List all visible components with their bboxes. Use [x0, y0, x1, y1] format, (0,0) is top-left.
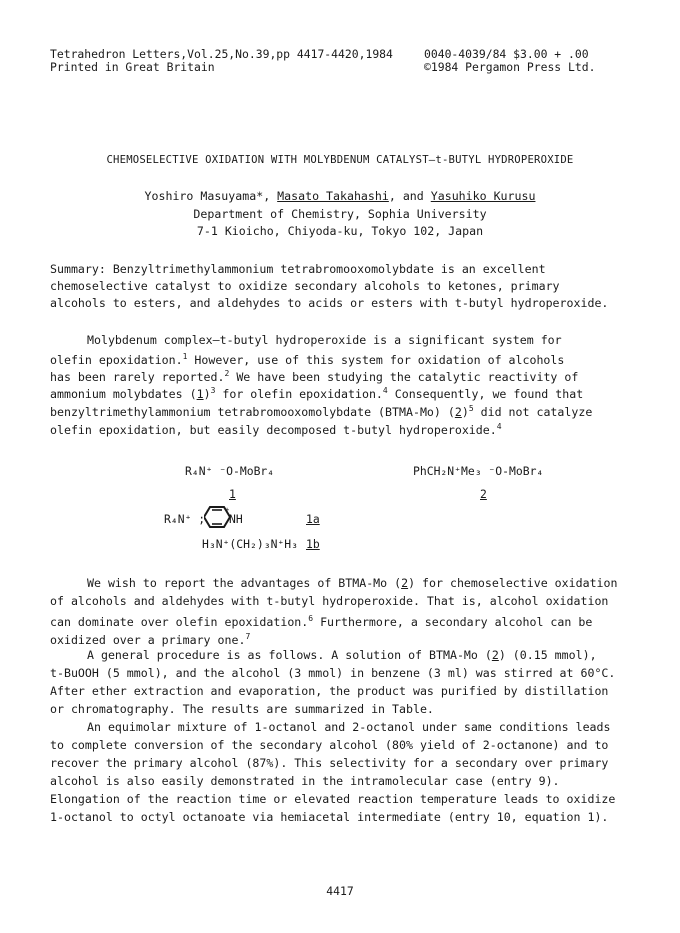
pyridinium-ring-icon: [204, 504, 232, 530]
text-run: Consequently, we found that: [387, 387, 584, 401]
structure-2-formula: PhCH₂N⁺Me₃ ⁻O-MoBr₄: [413, 464, 544, 478]
text-run: ): [461, 405, 469, 419]
body-line: of alcohols and aldehydes with t-butyl hydroperoxide. That is, alcohol oxidation: [50, 594, 609, 608]
text-run: olefin epoxidation, but easily decomposed t-butyl hydroperoxide.: [50, 423, 497, 437]
author-separator: ,: [263, 189, 278, 203]
body-line: [87, 576, 618, 590]
affiliation-dept: Department of Chemistry, Sophia University: [193, 207, 487, 221]
text-run: However, use of this system for oxidation of alcohols: [187, 353, 565, 367]
body-line: [50, 612, 592, 629]
reference-mark: 7: [245, 632, 251, 641]
text-run: ): [203, 387, 211, 401]
text-run: benzyltrimethylammonium tetrabromooxomolybdate (BTMA-Mo) (: [50, 405, 455, 419]
structure-1b-label: [306, 537, 320, 551]
text-run: We have been studying the catalytic reactivity of: [229, 370, 579, 384]
text-run: has been rarely reported.: [50, 370, 225, 384]
text-run: can dominate over olefin epoxidation.: [50, 615, 309, 629]
compound-number: 1: [229, 487, 236, 501]
text-run: A general procedure is as follows. A solution of BTMA-Mo (: [87, 648, 492, 662]
text-run: ammonium molybdates (: [50, 387, 197, 401]
author-2: Masato Takahashi: [277, 189, 389, 203]
compound-number: 2: [454, 405, 462, 419]
structure-2-label: [480, 487, 487, 501]
structure-1a-prefix: R₄N⁺ ;: [164, 512, 206, 526]
compound-number: 2: [401, 576, 409, 590]
body-line: [50, 384, 583, 401]
author-3: Yasuhiko Kurusu: [430, 189, 536, 203]
reference-mark: 4: [496, 422, 502, 431]
body-line: [50, 420, 502, 437]
reference-mark: 1: [182, 352, 188, 361]
body-line: Elongation of the reaction time or elevated reaction temperature leads to oxidize: [50, 792, 616, 806]
text-run: did not catalyze: [473, 405, 593, 419]
summary-line: chemoselective catalyst to oxidize secondary alcohols to ketones, primary: [50, 279, 560, 293]
author-separator: , and: [388, 189, 431, 203]
text-run: ) (0.15 mmol),: [498, 648, 597, 662]
body-line: [50, 402, 592, 419]
body-line: to complete conversion of the secondary alcohol (80% yield of 2-octanone) and to: [50, 738, 609, 752]
paper-title: CHEMOSELECTIVE OXIDATION WITH MOLYBDENUM CATALYST–t-BUTYL HYDROPEROXIDE: [106, 154, 574, 166]
compound-number: 2: [491, 648, 499, 662]
body-line: t-BuOOH (5 mmol), and the alcohol (3 mmol) in benzene (3 ml) was stirred at 60°C.: [50, 666, 616, 680]
reference-mark: 2: [224, 369, 230, 378]
summary-line: alcohols to esters, and aldehydes to acids or esters with t-butyl hydroperoxide.: [50, 296, 609, 310]
text-run: olefin epoxidation.: [50, 353, 183, 367]
compound-number: 1a: [306, 512, 320, 526]
structure-1-label: [229, 487, 236, 501]
reference-mark: 5: [468, 404, 474, 413]
body-line: [50, 367, 578, 384]
body-line: [50, 350, 564, 367]
body-line: Molybdenum complex–t-butyl hydroperoxide is a significant system for: [87, 333, 562, 347]
header-printed: Printed in Great Britain: [50, 60, 215, 74]
compound-number: 1b: [306, 537, 320, 551]
reference-mark: 6: [308, 614, 314, 623]
body-line: [87, 648, 597, 662]
compound-number: 2: [480, 487, 487, 501]
header-copyright: ©1984 Pergamon Press Ltd.: [424, 60, 596, 74]
structure-1a-label: [306, 512, 320, 526]
reference-mark: 3: [210, 386, 216, 395]
structure-1b-formula: H₃N⁺(CH₂)₃N⁺H₃: [202, 537, 299, 551]
page-number: 4417: [326, 884, 354, 898]
body-line: After ether extraction and evaporation, the product was purified by distillation: [50, 684, 609, 698]
corresponding-mark: *: [256, 189, 264, 203]
author-line: [0, 189, 680, 203]
body-line: or chromatography. The results are summarized in Table.: [50, 702, 434, 716]
svg-text:+: +: [225, 506, 230, 514]
affiliation-address: 7-1 Kioicho, Chiyoda-ku, Tokyo 102, Japan: [196, 224, 484, 238]
text-run: ) for chemoselective oxidation: [408, 576, 618, 590]
text-run: oxidized over a primary one.: [50, 633, 246, 647]
compound-number: 1: [196, 387, 204, 401]
body-line: 1-octanol to octyl octanoate via hemiacetal intermediate (entry 10, equation 1).: [50, 810, 609, 824]
header-citation: Tetrahedron Letters,Vol.25,No.39,pp 4417-4420,1984: [50, 47, 393, 61]
structure-1a-nh: NH: [229, 512, 243, 526]
body-line: An equimolar mixture of 1-octanol and 2-octanol under same conditions leads: [87, 720, 611, 734]
reference-mark: 4: [382, 386, 388, 395]
body-line: alcohol is also easily demonstrated in the intramolecular case (entry 9).: [50, 774, 560, 788]
text-run: Furthermore, a secondary alcohol can be: [313, 615, 593, 629]
body-line: [50, 630, 250, 647]
body-line: recover the primary alcohol (87%). This selectivity for a secondary over primary: [50, 756, 609, 770]
structure-1-formula: R₄N⁺ ⁻O-MoBr₄: [185, 464, 275, 478]
text-run: We wish to report the advantages of BTMA-Mo (: [87, 576, 402, 590]
header-price-code: 0040-4039/84 $3.00 + .00: [424, 47, 589, 61]
summary-line: Summary: Benzyltrimethylammonium tetrabromooxomolybdate is an excellent: [50, 262, 546, 276]
author-1: Yoshiro Masuyama: [144, 189, 257, 203]
text-run: for olefin epoxidation.: [215, 387, 383, 401]
